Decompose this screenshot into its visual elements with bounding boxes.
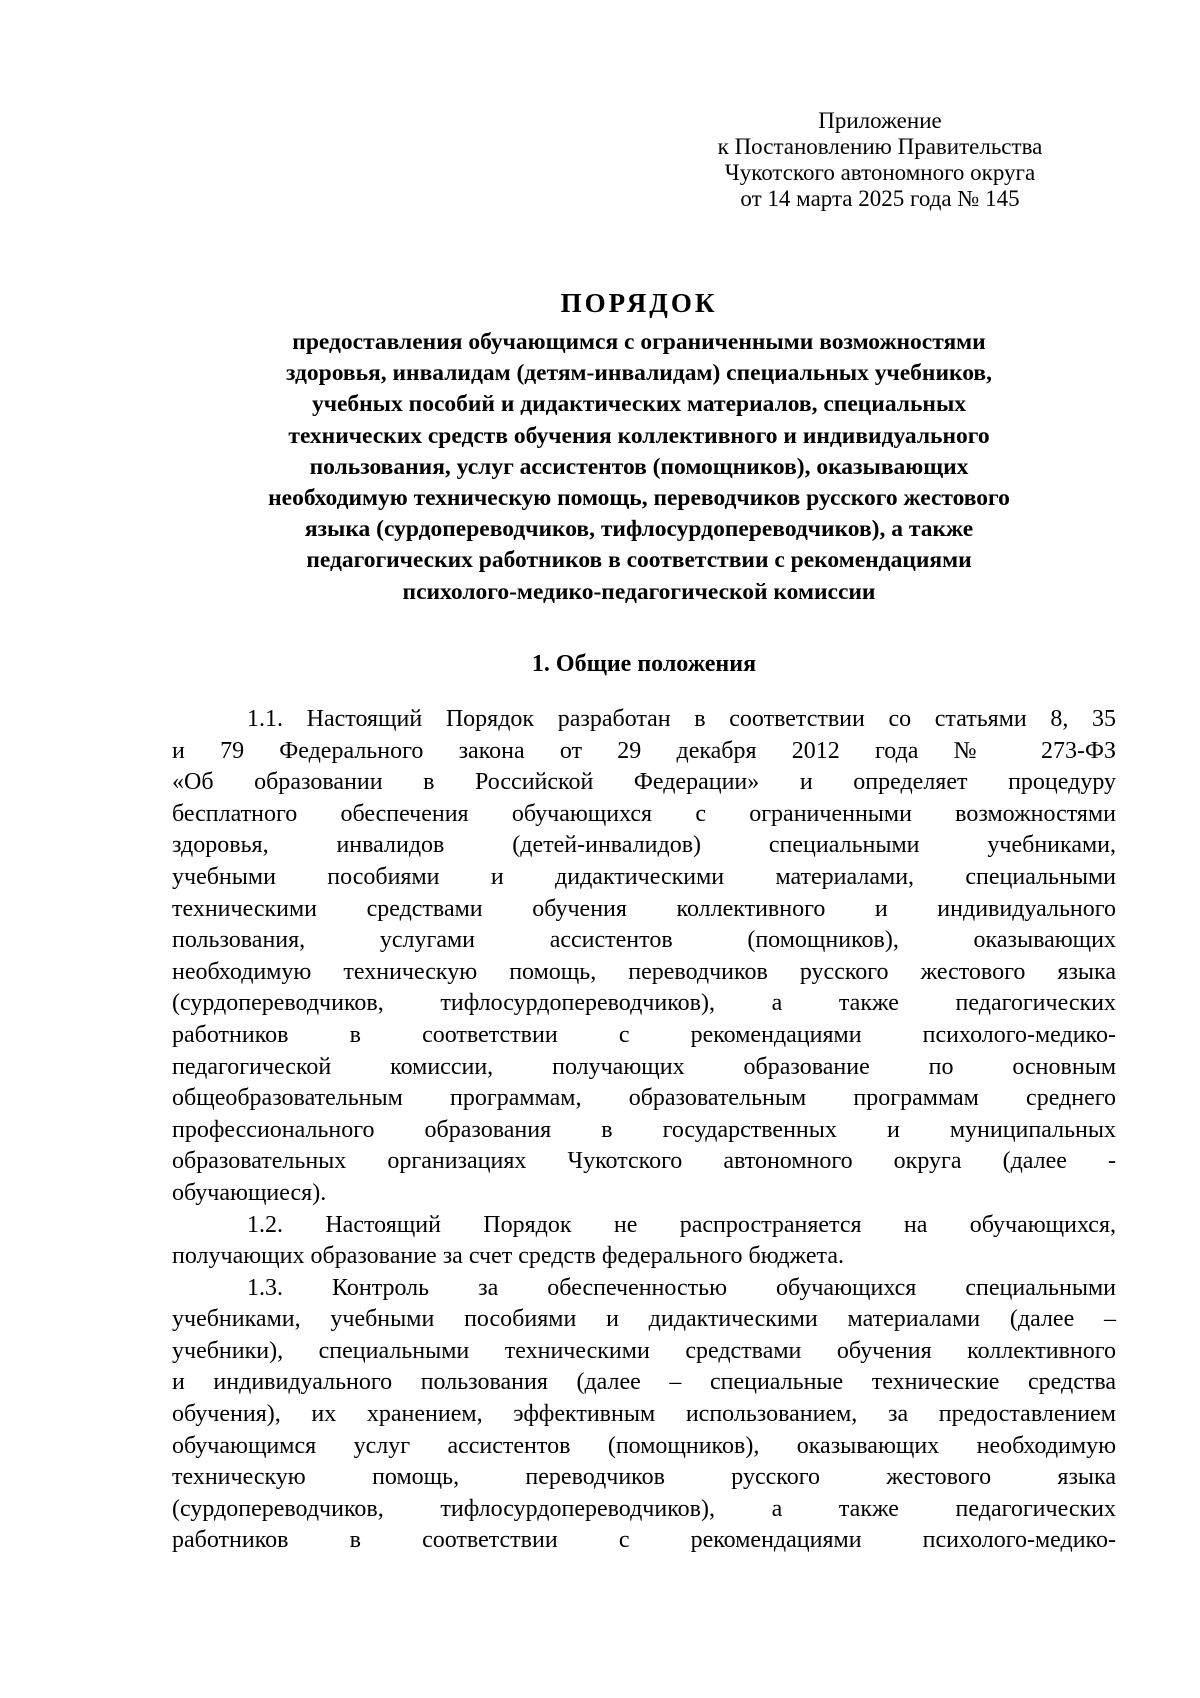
paragraph-line: (сурдопереводчиков, тифлосурдопереводчиков), а также педагогических — [172, 990, 1116, 1017]
subtitle-line: предоставления обучающимся с ограниченными возможностями — [292, 329, 986, 355]
paragraph-line: обучающимся услуг ассистентов (помощников), оказывающих необходимую — [172, 1432, 1116, 1459]
paragraph-line: обучения), их хранением, эффективным использованием, за предоставлением — [172, 1401, 1116, 1428]
paragraph-line: учебники), специальными техническими средствами обучения коллективного — [172, 1337, 1116, 1364]
paragraph-line: учебными пособиями и дидактическими материалами, специальными — [172, 863, 1116, 890]
subtitle-line: пользования, услуг ассистентов (помощников), оказывающих — [309, 453, 969, 480]
subtitle-line: здоровья, инвалидам (детям-инвалидам) специальных учебников, — [286, 360, 992, 387]
paragraph-line: «Об образовании в Российской Федерации» и определяет процедуру — [172, 769, 1116, 796]
annex-line: Приложение — [818, 108, 942, 133]
subtitle-line: языка (сурдопереводчиков, тифлосурдопереводчиков), а также — [304, 516, 974, 543]
annex-line: к Постановлению Правительства — [717, 134, 1043, 159]
paragraph-line: техническими средствами обучения коллективного и индивидуального — [172, 895, 1116, 922]
paragraph-line: техническую помощь, переводчиков русского жестового языка — [172, 1464, 1116, 1491]
paragraph-line: 1.2. Настоящий Порядок не распространяется на обучающихся, — [247, 1211, 1116, 1238]
annex-line: Чукотского автономного округа — [724, 160, 1036, 185]
subtitle-line: необходимую техническую помощь, переводчиков русского жестового — [268, 485, 1010, 512]
paragraph-line: бесплатного обеспечения обучающихся с ограниченными возможностями — [172, 800, 1116, 827]
paragraph-line: общеобразовательным программам, образовательным программам среднего — [172, 1085, 1116, 1112]
paragraph-line: и индивидуального пользования (далее – специальные технические средства — [172, 1369, 1116, 1396]
body-text — [172, 704, 1116, 1557]
document-subtitle — [172, 327, 1106, 608]
section-heading: 1. Общие положения — [531, 651, 757, 677]
paragraph-line: пользования, услугами ассистентов (помощников), оказывающих — [172, 927, 1116, 954]
paragraph-line: получающих образование за счет средств федерального бюджета. — [172, 1243, 844, 1270]
annex-header — [680, 108, 1080, 212]
paragraph-line: работников в соответствии с рекомендациями психолого-медико- — [172, 1527, 1116, 1554]
title-block — [172, 285, 1106, 608]
paragraph-line: 1.3. Контроль за обеспеченностью обучающихся специальными — [247, 1274, 1116, 1301]
paragraph-line: необходимую техническую помощь, переводчиков русского жестового языка — [172, 958, 1116, 985]
subtitle-line: технических средств обучения коллективного и индивидуального — [288, 422, 990, 449]
paragraph-line: (сурдопереводчиков, тифлосурдопереводчиков), а также педагогических — [172, 1495, 1116, 1522]
paragraph-line: образовательных организациях Чукотского автономного округа (далее - — [172, 1148, 1116, 1175]
paragraph-line: профессионального образования в государственных и муниципальных — [172, 1116, 1116, 1143]
document-title: ПОРЯДОК — [560, 288, 718, 318]
paragraph-line: педагогической комиссии, получающих образование по основным — [172, 1053, 1116, 1080]
paragraph-line: 1.1. Настоящий Порядок разработан в соответствии со статьями 8, 35 — [247, 706, 1116, 732]
subtitle-line: учебных пособий и дидактических материалов, специальных — [311, 391, 967, 418]
paragraph-line: учебниками, учебными пособиями и дидактическими материалами (далее – — [172, 1306, 1116, 1333]
paragraph-line: и 79 Федерального закона от 29 декабря 2012 года № 273-ФЗ — [172, 737, 1116, 764]
paragraph-line: здоровья, инвалидов (детей-инвалидов) специальными учебниками, — [172, 832, 1116, 859]
subtitle-line: психолого-медико-педагогической комиссии — [402, 578, 876, 605]
subtitle-line: педагогических работников в соответствии с рекомендациями — [306, 547, 972, 574]
annex-line: от 14 марта 2025 года № 145 — [740, 186, 1020, 211]
paragraph-line: обучающиеся). — [172, 1179, 327, 1206]
paragraph-line: работников в соответствии с рекомендациями психолого-медико- — [172, 1021, 1116, 1048]
